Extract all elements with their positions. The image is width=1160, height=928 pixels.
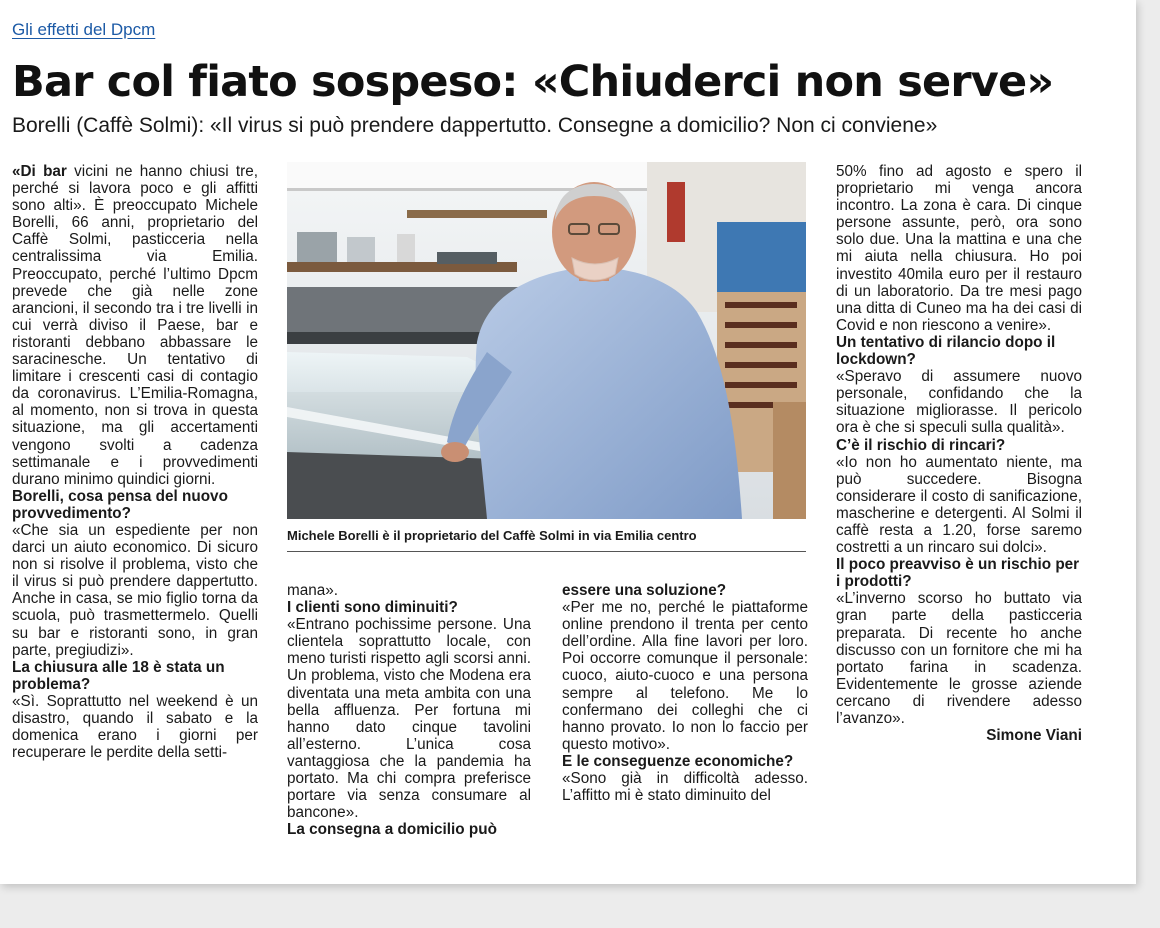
bar-owner-photo-illustration [287,162,806,519]
photo-caption: Michele Borelli è il proprietario del Caffè Solmi in via Emilia centro [287,528,697,543]
answer-8: «L’inverno scorso ho buttato via gran parte della pasticceria preparata. Di recente ho anche discusso con un fornitore che mi ha portato farina in scadenza. Evidentemente le grosse aziende cercano di rivendere adesso l’avanzo». [836,590,1082,727]
question-7: C’è il rischio di rincari? [836,436,1006,454]
text-column-2 [287,582,531,877]
answer-2-part-1: «Sì. Soprattutto nel weekend è un disastro, quando il sabato e la domenica erano i giorni per recuperare le perdite della setti- [12,692,258,762]
question-1: Borelli, cosa pensa del nuovo provvedimento? [12,487,228,522]
article-headline: Bar col fiato sospeso: «Chiuderci non serve» [12,57,1054,107]
answer-5-part-1: «Sono già in difficoltà adesso. L’affitto mi è stato diminuito del [562,770,808,805]
answer-6: «Speravo di assumere nuovo personale, confidando che la situazione migliorasse. Il pericolo ora è che si speculi sulla qualità». [836,368,1082,437]
lead-bold: «Di bar [12,163,67,180]
answer-3: «Entrano pochissime persone. Una clientela soprattutto locale, con meno turisti rispetto agli scorsi anni. Un problema, visto che Modena era diventata una meta ambita con una bella affluenza. Per fortuna mi hanno dato cinque tavolini all’esterno. L’unica cosa vantaggiosa che la pandemia ha portato. Ma chi compra preferisce portare via senza consumare al bancone». [287,616,531,822]
article-photo [287,162,806,519]
caption-divider [287,551,806,552]
answer-1: «Che sia un espediente per non darci un aiuto economico. Di sicuro non si risolve il problema, visto che il virus si può prendere dappertutto. Anche in casa, se mio figlio torna da scuola, può trasmettermelo. Quelli su bar e ristoranti sono, in gran parte, pregiudizi». [12,521,258,659]
question-4-part-2: essere una soluzione? [562,582,727,599]
question-3: I clienti sono diminuiti? [287,599,458,617]
question-4-part-1: La consegna a domicilio può [287,821,497,839]
question-2: La chiusura alle 18 è stata un problema? [12,658,225,693]
question-6: Un tentativo di rilancio dopo il lockdown? [836,333,1056,369]
answer-2-part-2: mana». [287,582,339,599]
section-kicker[interactable]: Gli effetti del Dpcm [12,20,156,39]
answer-4: «Per me no, perché le piattaforme online prendono il trenta per cento dell’ordine. Alla fine lavori per loro. Poi occorre comunque il personale: cuoco, aiuto-cuoco e una persona sempre al telefono. Me lo confermano dei colleghi che ci hanno provato. Io non lo faccio per questo motivo». [562,599,808,753]
author-signature: Simone Viani [986,727,1082,745]
lead-paragraph [12,163,258,488]
answer-7: «Io non ho aumentato niente, ma può succedere. Bisogna considerare il costo di sanificazione, mascherine e detergenti. Al Solmi il caffè resta a 1.20, forse saremo costretti a un rincaro sui dolci». [836,453,1082,557]
lead-text: vicini ne hanno chiusi tre, perché si lavora poco e gli affitti sono alti». È preoccupato Michele Borelli, 66 anni, proprietario del Caffè Solmi, pasticceria nella centralissima via Emilia. Preoccupato, perché l’ultimo Dpcm prevede che già nelle zone arancioni, il secondo tra i tre livelli in cui verrà diviso il Paese, bar e ristoranti debbano abbassare le saracinesche. Un tentativo di limitare i crescenti casi di contagio da coronavirus. L’Emilia-Romagna, al momento, non si trova in questa situazione, ma gli accertamenti vengono svolti a cadenza settimanale e i provvedimenti durano minimo quindici giorni. [12,163,258,488]
question-5: E le conseguenze economiche? [562,752,794,770]
article-subheadline: Borelli (Caffè Solmi): «Il virus si può prendere dappertutto. Consegne a domicilio? Non ci conviene» [12,114,938,137]
text-column-1 [12,163,258,877]
answer-5-part-2: 50% fino ad agosto e spero il proprietario mi venga ancora incontro. La zona è cara. Di cinque persone assunte, però, ora sono solo due. Una la mattina e una che mi aiuta nella chiusura. Ho poi investito 40mila euro per il restauro di un laboratorio. Da tre mesi pago una ditta di Cuneo ma ha dei casi di Covid e non riescono a venire». [836,163,1082,334]
text-column-4 [836,163,1082,877]
text-column-3 [562,582,808,877]
question-8: Il poco preavviso è un rischio per i prodotti? [836,556,1080,591]
